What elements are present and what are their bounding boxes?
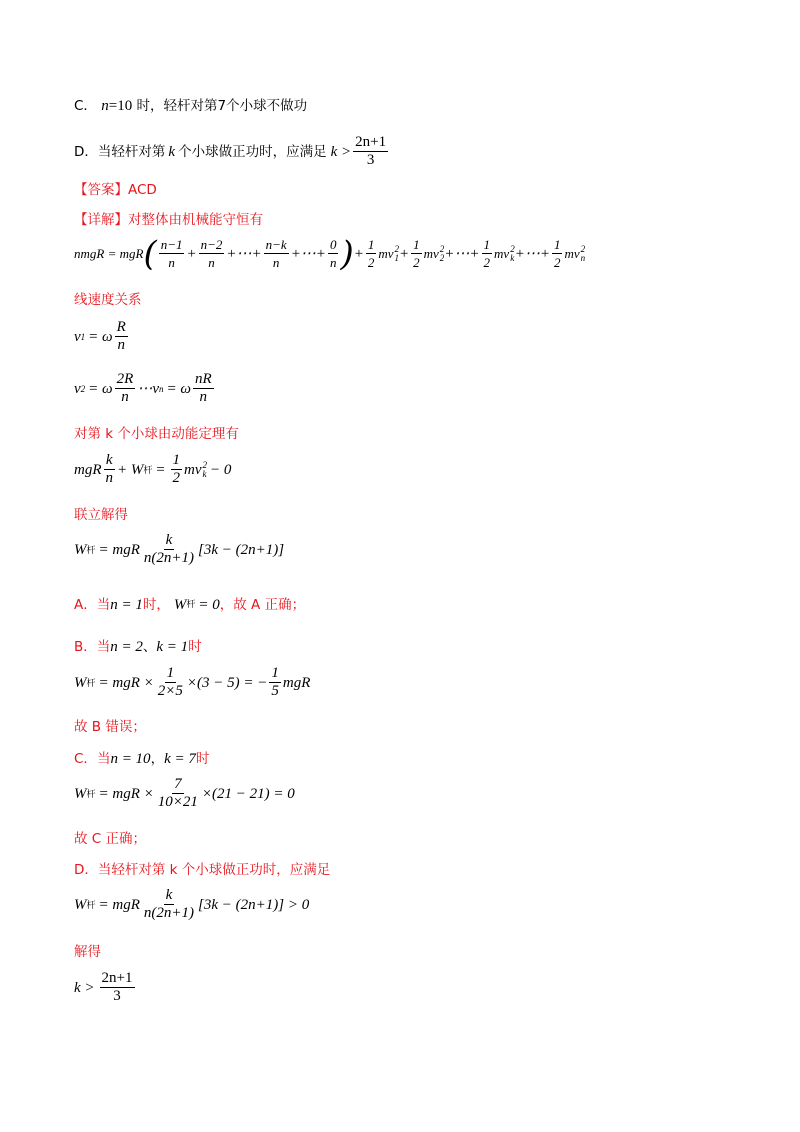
v1-equation: v 1 = ω $\frac{R}{n}$ xyxy=(74,319,126,353)
option-c: C． n=10 时，轻杆对第7个小球不做功 xyxy=(74,98,308,114)
case-c-equation: W 杆 = mgR × $\frac{7}{10\times 21}$ ×(21 − 21) = 0 xyxy=(74,776,295,810)
fraction: $\frac{2n+1}{3}$ xyxy=(355,134,387,168)
case-d-equation: W 杆 = mgR $\frac{k}{n(2n+1)}$ [3k − (2n+1)] > 0 xyxy=(74,887,310,921)
v2-equation: v 2 = ω $\frac{2R}{n}$ ⋯ v n = ω $\frac{nR}{n}$ xyxy=(74,371,212,405)
section-velocity: 线速度关系 xyxy=(74,292,142,308)
energy-equation: nmgR = mgR ( $\frac{n-1}{n}$ + $\frac{n-2}{n}$ +⋯+ $\frac{n-k}{n}$ +⋯+ $\frac{0}{n}$ ) + $\frac{1}{2}$ mv 2 1 + $\frac{1}{2}$ mv 2 2 +⋯+ $\frac{1}{2}$ mv 2 k +⋯+ $\frac{1}{2}$ mv 2 n xyxy=(74,233,586,274)
option-d: D． 当轻杆对第 k 个小球做正功时，应满足 k > $\frac{2n+1}{3}$ xyxy=(74,134,387,168)
case-b: B． 当 n = 2 、 k = 1 时 xyxy=(74,639,202,655)
detail-line: 【详解】对整体由机械能守恒有 xyxy=(74,212,263,228)
case-c: C． 当 n = 10 ， k = 7 时 xyxy=(74,751,210,767)
case-b-result: 故 B 错误； xyxy=(74,719,146,735)
section-kinetic: 对第 k 个小球由动能定理有 xyxy=(74,426,239,442)
kinetic-equation: mgR $\frac{k}{n}$ + W 杆 = $\frac{1}{2}$ mv 2 k − 0 xyxy=(74,452,232,486)
final-equation: k > $\frac{2n+1}{3}$ xyxy=(74,970,133,1004)
case-a: A． 当 n = 1 时， W 杆 = 0 ，故 A 正确； xyxy=(74,597,306,613)
case-d: D．当轻杆对第 k 个小球做正功时，应满足 xyxy=(74,862,331,878)
section-result: 解得 xyxy=(74,944,101,960)
solve-equation: W 杆 = mgR $\frac{k}{n(2n+1)}$ [3k − (2n+1)] xyxy=(74,532,285,566)
answer-line: 【答案】ACD xyxy=(74,182,157,198)
case-c-result: 故 C 正确； xyxy=(74,831,147,847)
section-solve: 联立解得 xyxy=(74,507,128,523)
case-b-equation: W 杆 = mgR × $\frac{1}{2\times 5}$ ×(3 − 5) = − $\frac{1}{5}$ mgR xyxy=(74,665,311,699)
